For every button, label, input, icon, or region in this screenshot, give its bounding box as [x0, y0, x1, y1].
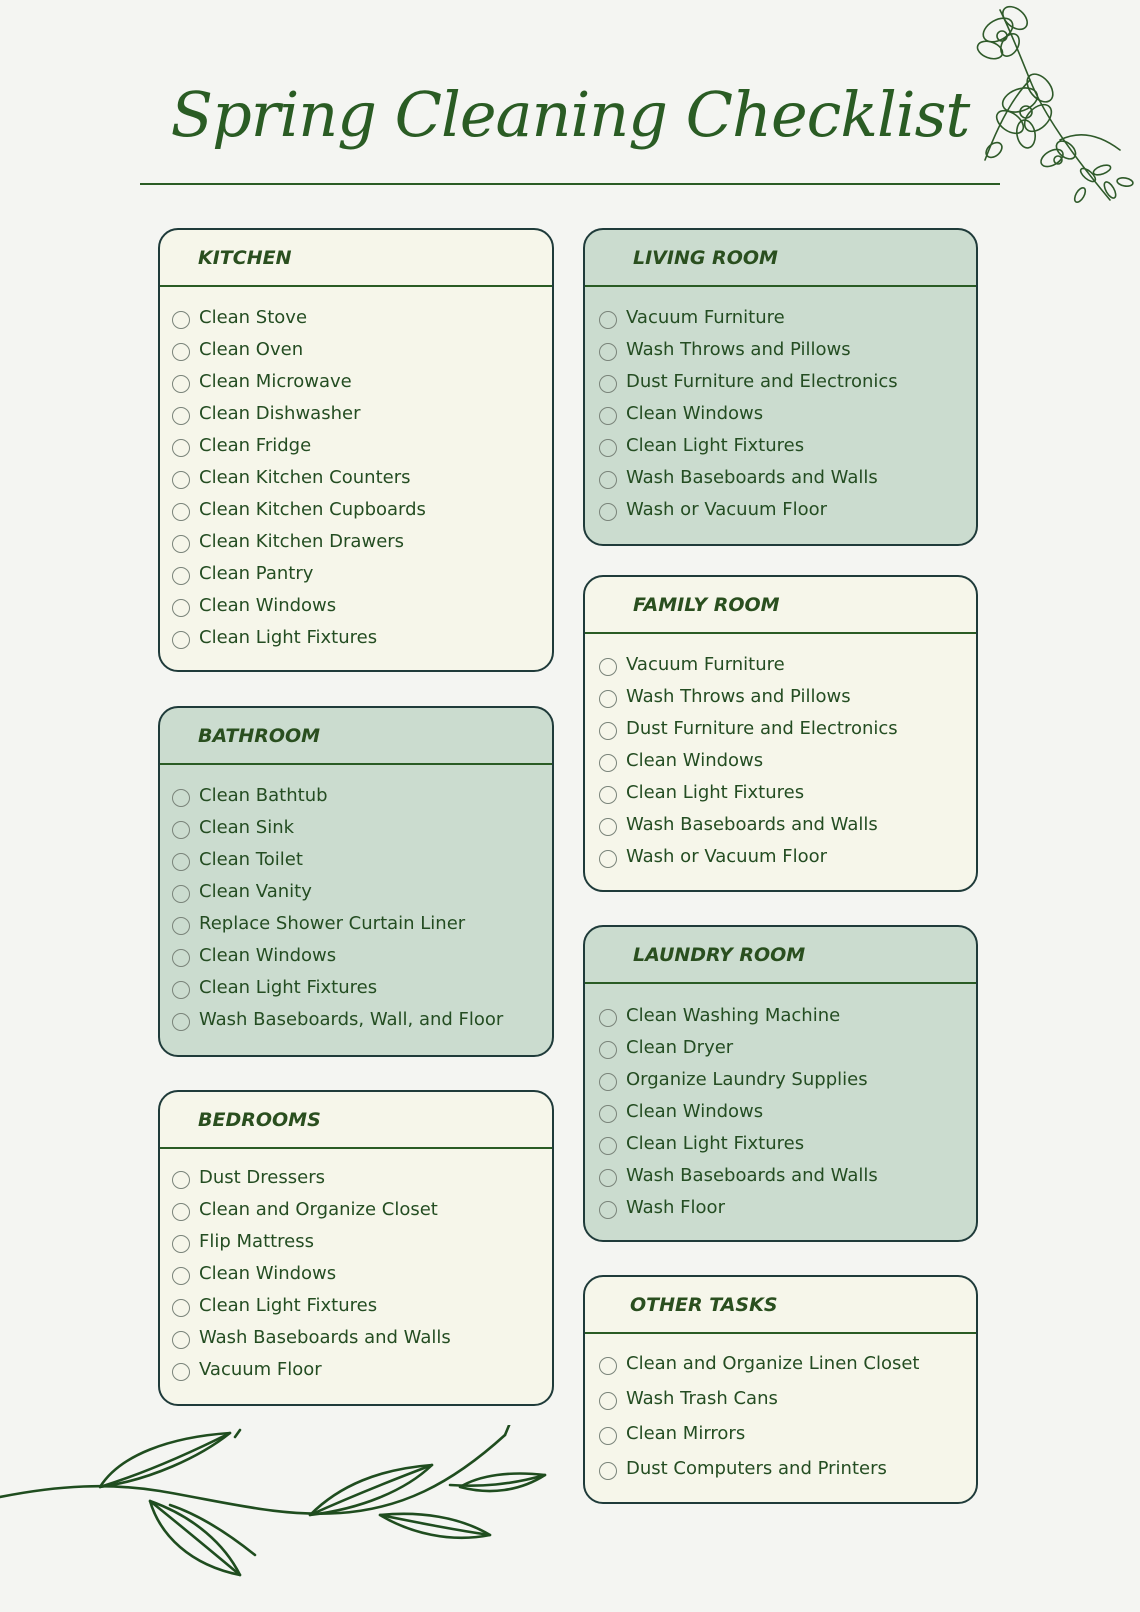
checklist-item-label: Dust Furniture and Electronics [626, 717, 898, 739]
checklist [160, 1149, 552, 1386]
checkbox-circle-icon[interactable] [172, 981, 190, 999]
checklist-item[interactable] [172, 590, 552, 622]
checklist-item[interactable] [172, 558, 552, 590]
section-family-room [583, 575, 978, 892]
section-title: FAMILY ROOM [585, 577, 976, 634]
checklist-item[interactable] [599, 365, 976, 397]
checklist-item[interactable] [172, 939, 552, 971]
checklist-item-label: Clean Mirrors [626, 1423, 746, 1444]
checklist-item-label: Clean Windows [199, 1262, 337, 1284]
section-kitchen [158, 228, 554, 672]
checklist-item[interactable] [599, 841, 976, 873]
checklist-item-label: Clean Vanity [199, 880, 312, 902]
checkbox-circle-icon[interactable] [172, 1171, 190, 1189]
section-title: LAUNDRY ROOM [585, 927, 976, 984]
checklist-item-label: Wash Trash Cans [626, 1388, 778, 1409]
checklist-item-label: Wash Baseboards and Walls [199, 1327, 451, 1349]
checkbox-circle-icon[interactable] [599, 1105, 617, 1123]
checkbox-circle-icon[interactable] [599, 439, 617, 457]
checklist-item[interactable] [172, 494, 552, 526]
page-title: Spring Cleaning Checklist [170, 78, 970, 151]
checklist-item-label: Clean Sink [199, 816, 295, 838]
checkbox-circle-icon[interactable] [599, 786, 617, 804]
checklist-item-label: Dust Dressers [199, 1166, 325, 1188]
section-laundry-room [583, 925, 978, 1242]
checklist-item[interactable] [172, 843, 552, 875]
checklist-item[interactable] [172, 461, 552, 493]
checkbox-circle-icon[interactable] [599, 407, 617, 425]
checklist-item[interactable] [599, 1095, 976, 1127]
checklist-item[interactable] [172, 1225, 552, 1257]
checklist-item[interactable] [599, 1031, 976, 1063]
checklist-item-label: Clean Kitchen Counters [199, 467, 411, 489]
checklist-item-label: Vacuum Furniture [626, 306, 785, 328]
section-title: LIVING ROOM [585, 230, 976, 287]
checkbox-circle-icon[interactable] [599, 722, 617, 740]
checkbox-circle-icon[interactable] [172, 1235, 190, 1253]
title-divider [140, 183, 1000, 185]
checkbox-circle-icon[interactable] [599, 1357, 617, 1375]
checkbox-circle-icon[interactable] [172, 343, 190, 361]
section-other-tasks [583, 1275, 978, 1504]
checkbox-circle-icon[interactable] [172, 1331, 190, 1349]
checkbox-circle-icon[interactable] [599, 1169, 617, 1187]
checklist-item-label: Clean Oven [199, 338, 304, 360]
checklist-item[interactable] [172, 972, 552, 1004]
checklist-item-label: Clean Bathtub [199, 784, 328, 806]
checkbox-circle-icon[interactable] [172, 311, 190, 329]
checklist-item[interactable] [599, 744, 976, 776]
section-bedrooms [158, 1090, 554, 1406]
checklist-item[interactable] [172, 397, 552, 429]
checklist-item[interactable] [599, 429, 976, 461]
checklist-item-label: Clean Kitchen Cupboards [199, 499, 426, 521]
checklist-item-label: Clean Toilet [199, 848, 303, 870]
checklist-item-label: Organize Laundry Supplies [626, 1068, 868, 1090]
section-living-room [583, 228, 978, 546]
checklist-item-label: Clean Fridge [199, 434, 312, 456]
checklist-item[interactable] [599, 808, 976, 840]
checkbox-circle-icon[interactable] [172, 439, 190, 457]
checkbox-circle-icon[interactable] [172, 821, 190, 839]
checkbox-circle-icon[interactable] [599, 754, 617, 772]
checklist-item[interactable] [172, 779, 552, 811]
checklist-item-label: Clean Light Fixtures [626, 434, 805, 456]
checklist-item[interactable] [599, 494, 976, 526]
checklist-item[interactable] [172, 1321, 552, 1353]
checkbox-circle-icon[interactable] [599, 690, 617, 708]
checklist [160, 287, 552, 654]
checkbox-circle-icon[interactable] [172, 949, 190, 967]
checklist-item[interactable] [172, 622, 552, 654]
checklist-item-label: Wash Floor [626, 1197, 725, 1219]
leafy-branch-icon [0, 1425, 560, 1585]
checklist-item[interactable] [599, 397, 976, 429]
checklist-item-label: Clean Windows [199, 945, 337, 967]
checkbox-circle-icon[interactable] [599, 1073, 617, 1091]
checklist-item-label: Clean Washing Machine [626, 1004, 841, 1026]
checkbox-circle-icon[interactable] [599, 818, 617, 836]
checklist-item-label: Vacuum Furniture [626, 653, 785, 675]
checklist-item-label: Replace Shower Curtain Liner [199, 912, 466, 934]
checklist-item-label: Clean Pantry [199, 563, 314, 585]
checklist-item[interactable] [172, 875, 552, 907]
checklist-item[interactable] [172, 1161, 552, 1193]
checklist-item[interactable] [599, 1346, 976, 1381]
checkbox-circle-icon[interactable] [172, 1013, 190, 1031]
checklist-item-label: Clean Dryer [626, 1036, 734, 1058]
checkbox-circle-icon[interactable] [172, 407, 190, 425]
checklist-item-label: Clean Windows [199, 595, 337, 617]
checklist-item-label: Dust Furniture and Electronics [626, 370, 898, 392]
checkbox-circle-icon[interactable] [172, 917, 190, 935]
checkbox-circle-icon[interactable] [599, 1041, 617, 1059]
checkbox-circle-icon[interactable] [172, 503, 190, 521]
checklist-item[interactable] [599, 461, 976, 493]
checklist-item[interactable] [172, 333, 552, 365]
checklist-item[interactable] [172, 907, 552, 939]
checklist-item[interactable] [599, 301, 976, 333]
checklist-item[interactable] [599, 1451, 976, 1486]
section-title: KITCHEN [160, 230, 552, 287]
checklist-item[interactable] [599, 1063, 976, 1095]
checklist [585, 287, 976, 526]
checkbox-circle-icon[interactable] [599, 1201, 617, 1219]
checklist-item[interactable] [599, 1416, 976, 1451]
section-title: BATHROOM [160, 708, 552, 765]
checklist-item[interactable] [599, 1192, 976, 1224]
checkbox-circle-icon[interactable] [172, 1363, 190, 1381]
checkbox-circle-icon[interactable] [172, 599, 190, 617]
checklist-item-label: Clean Light Fixtures [199, 977, 378, 999]
checkbox-circle-icon[interactable] [599, 1427, 617, 1445]
checkbox-circle-icon[interactable] [599, 375, 617, 393]
checklist-item[interactable] [599, 999, 976, 1031]
checklist-item[interactable] [172, 526, 552, 558]
checklist-item-label: Wash or Vacuum Floor [626, 499, 828, 521]
checkbox-circle-icon[interactable] [599, 850, 617, 868]
checklist-item-label: Clean Light Fixtures [626, 781, 805, 803]
checkbox-circle-icon[interactable] [599, 311, 617, 329]
checkbox-circle-icon[interactable] [599, 343, 617, 361]
checkbox-circle-icon[interactable] [172, 1203, 190, 1221]
section-bathroom [158, 706, 554, 1057]
checklist-item-label: Clean Microwave [199, 370, 352, 392]
checklist-item-label: Wash or Vacuum Floor [626, 846, 828, 868]
checklist-item[interactable] [172, 365, 552, 397]
checklist-item[interactable] [172, 301, 552, 333]
checklist-item-label: Clean and Organize Linen Closet [626, 1353, 920, 1374]
checkbox-circle-icon[interactable] [599, 658, 617, 676]
checklist-item-label: Wash Baseboards and Walls [626, 467, 878, 489]
checkbox-circle-icon[interactable] [172, 471, 190, 489]
checklist-item[interactable] [599, 1127, 976, 1159]
checklist-item-label: Wash Baseboards, Wall, and Floor [199, 1009, 504, 1031]
section-title: OTHER TASKS [585, 1277, 976, 1334]
checklist-item-label: Clean Stove [199, 306, 308, 328]
checklist-item-label: Clean Light Fixtures [199, 627, 378, 649]
checklist-item[interactable] [599, 712, 976, 744]
checklist [585, 984, 976, 1224]
checklist-item-label: Wash Throws and Pillows [626, 338, 851, 360]
checklist-item[interactable] [172, 429, 552, 461]
checklist [585, 1334, 976, 1486]
floral-sketch-icon [970, 0, 1140, 215]
checklist-item-label: Clean Windows [626, 1100, 764, 1122]
checklist-item[interactable] [599, 1381, 976, 1416]
checklist-item-label: Wash Throws and Pillows [626, 685, 851, 707]
checklist-item[interactable] [599, 776, 976, 808]
checklist-item[interactable] [172, 811, 552, 843]
checklist-item-label: Clean Windows [626, 402, 764, 424]
checkbox-circle-icon[interactable] [172, 885, 190, 903]
checklist-item[interactable] [172, 1004, 552, 1036]
checkbox-circle-icon[interactable] [599, 1462, 617, 1480]
checklist-item-label: Clean Dishwasher [199, 402, 361, 424]
checklist [160, 765, 552, 1036]
checklist-item[interactable] [172, 1354, 552, 1386]
checkbox-circle-icon[interactable] [599, 1137, 617, 1155]
checklist [585, 634, 976, 873]
checkbox-circle-icon[interactable] [599, 1392, 617, 1410]
checkbox-circle-icon[interactable] [172, 631, 190, 649]
checklist-item[interactable] [599, 333, 976, 365]
checklist-item-label: Dust Computers and Printers [626, 1458, 887, 1479]
checkbox-circle-icon[interactable] [172, 567, 190, 585]
checklist-item[interactable] [172, 1289, 552, 1321]
checkbox-circle-icon[interactable] [599, 503, 617, 521]
checklist-item[interactable] [599, 1159, 976, 1191]
checklist-item-label: Clean Light Fixtures [199, 1294, 378, 1316]
checklist-item-label: Vacuum Floor [199, 1359, 322, 1381]
checklist-item-label: Wash Baseboards and Walls [626, 1165, 878, 1187]
checklist-item[interactable] [172, 1193, 552, 1225]
checkbox-circle-icon[interactable] [172, 375, 190, 393]
checklist-item-label: Flip Mattress [199, 1230, 315, 1252]
section-title: BEDROOMS [160, 1092, 552, 1149]
checkbox-circle-icon[interactable] [172, 1267, 190, 1285]
checklist-item-label: Clean Windows [626, 749, 764, 771]
checklist-item[interactable] [599, 680, 976, 712]
checkbox-circle-icon[interactable] [172, 1299, 190, 1317]
checklist-item-label: Clean Light Fixtures [626, 1132, 805, 1154]
checkbox-circle-icon[interactable] [172, 535, 190, 553]
checkbox-circle-icon[interactable] [172, 789, 190, 807]
checkbox-circle-icon[interactable] [599, 1009, 617, 1027]
checklist-item-label: Wash Baseboards and Walls [626, 814, 878, 836]
checklist-item[interactable] [599, 648, 976, 680]
checklist-item-label: Clean Kitchen Drawers [199, 531, 405, 553]
checkbox-circle-icon[interactable] [172, 853, 190, 871]
checklist-item-label: Clean and Organize Closet [199, 1198, 438, 1220]
checkbox-circle-icon[interactable] [599, 471, 617, 489]
checklist-item[interactable] [172, 1257, 552, 1289]
